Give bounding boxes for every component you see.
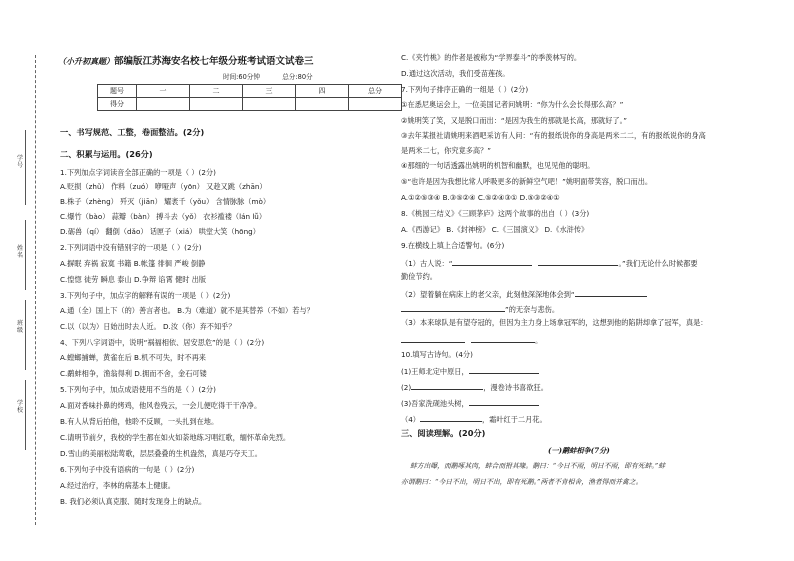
q2-options-ab: A.摒眠 弃祸 寂寞 书籍 B.帐篷 徘徊 严峻 倒静 — [60, 259, 206, 268]
q10-4-prefix: （4） — [401, 415, 420, 424]
question-7: 7.下列句子排序正确的一组是（ ）(2分) — [401, 85, 529, 94]
q6-option-d: D.通过这次活动，我们受苗莲孩。 — [401, 69, 510, 78]
q1-option-b: B.株子（zhèng） 歼灭（jiān） 耀袤千（yǒu） 含情脉脉（mò） — [60, 197, 271, 206]
score-input-cell[interactable] — [296, 98, 349, 111]
q3-options-cd: C.以（以为）日始出时去人近。 D.汝（你）弃不知乎？ — [60, 322, 236, 331]
q6-option-c: C.《夹竹桃》的作者是被称为“学界泰斗”的季羡林写的。 — [401, 53, 582, 62]
question-1: 1.下列加点字词读音全部正确的一项是（ ）(2分) — [60, 168, 216, 177]
score-header-cell: 题号 — [98, 85, 137, 98]
q1-option-c: C.爆竹（bào） 蒜瓣（bàn） 搏斗去（yǒ） 衣衫褴褛（lán lǚ） — [60, 212, 267, 221]
q9-2-blank-a[interactable] — [575, 288, 647, 297]
question-4: 4、下列八字词语中，说明“祸福相依、居安思危”的是（ ）(2分) — [60, 338, 265, 347]
score-header-cell: 总分 — [349, 85, 402, 98]
q5-option-d: D.雪山的美丽松陆莺歌，层层叠叠的生机盎然，真是巧夺天工。 — [60, 449, 262, 458]
q9-3-blank-b[interactable] — [471, 334, 535, 343]
section-2-heading: 二、积累与运用。(26分) — [60, 149, 153, 159]
margin-answer-line-2 — [25, 220, 26, 290]
q9-2-blank-b[interactable] — [401, 303, 505, 312]
section-3-heading: 三、阅读理解。(20分) — [401, 428, 486, 438]
q9-2-suffix: ”的无奈与悲伤。 — [505, 305, 560, 314]
q5-option-c: C.请明节前夕，我校的学生都在如火如荼地练习唱红歌，缅怀革命先烈。 — [60, 433, 291, 442]
q10-2-blank[interactable] — [411, 381, 483, 390]
q10-1-blank[interactable] — [469, 365, 539, 374]
question-5: 5.下列句子中，加点成语使用不当的是（ ）(2分) — [60, 385, 216, 394]
q10-1-text: (1)王师北定中原日， — [401, 367, 469, 376]
margin-label-class: 班级 — [17, 320, 24, 334]
q10-2-text: ，漫卷诗书喜欲狂。 — [483, 383, 548, 392]
q7-sentence-3: ③去年某报社请姚明来酒吧采访有人问：“有的报纸说你的身高是两米二二，有的报纸说你的身高 — [401, 131, 706, 140]
q9-1-prefix: （1）古人说：“ — [401, 259, 453, 268]
q9-1-continuation: 勤俭节约。 — [401, 272, 437, 281]
margin-label-student-id: 学号 — [17, 155, 24, 169]
q10-4-text: ，霜叶红于二月花。 — [481, 415, 547, 424]
question-10: 10.填写古诗句。(4分) — [401, 350, 473, 359]
score-label-cell: 得分 — [98, 98, 137, 111]
score-header-cell: 一 — [137, 85, 190, 98]
passage-line-2: 亦谓鹬曰：“今日不出，明日不出，即有死鹬。”两者不肯相舍，渔者得而并禽之。 — [401, 478, 643, 486]
q9-1-suffix: 。”我们无论什么时候都要 — [618, 259, 698, 268]
series-tag: （小升初真题） — [58, 56, 114, 66]
binding-line — [35, 55, 36, 525]
q3-options-ab: A.通（全）国上下（的）善言者也。 B.为（难道）就不是其替养（不如）若与？ — [60, 306, 314, 315]
total-score: 总分:80分 — [282, 73, 313, 81]
q7-sentence-5: ⑤“也许是因为我想比常人呼吸更多的新鲜空气吧！”姚明面带笑容，脱口而出。 — [401, 177, 653, 186]
q4-options-ab: A.螳螂捕蝉，黄雀在后 B.机不可失，时不再来 — [60, 353, 206, 362]
passage-title: (一)鹬蚌相争(7分) — [548, 446, 610, 455]
q10-3-blank[interactable] — [469, 397, 539, 406]
question-9: 9.在横线上填上合适警句。(6分) — [401, 241, 505, 250]
q10-3-text: (3)吾家洗砚池头树， — [401, 399, 469, 408]
q5-option-b: B.有人从背后拍他，他聆不反顾，一头扎到在地。 — [60, 417, 219, 426]
q9-1-blank-b[interactable] — [538, 257, 618, 266]
margin-label-name: 姓名 — [17, 245, 24, 259]
score-input-cell[interactable] — [190, 98, 243, 111]
passage-line-1: 蚌方出曝，而鹬啄其肉，蚌合而拊其喙。鹬曰：“今日不雨，明日不雨，即有死蚌。”蚌 — [410, 462, 666, 470]
q9-3-suffix: 。 — [535, 336, 543, 345]
page-title: 部编版江苏海安名校七年级分班考试语文试卷三 — [114, 56, 314, 67]
question-8: 8.《桃园三结义》《三顾茅庐》这两个故事的出自（ ）(3分) — [401, 209, 590, 218]
score-table — [97, 84, 402, 111]
q9-1-blank-a[interactable] — [452, 257, 532, 266]
score-header-cell: 四 — [296, 85, 349, 98]
margin-answer-line-3 — [25, 300, 26, 370]
q6-option-b: B. 我们必须认真克服、随时发现身上的缺点。 — [60, 497, 207, 506]
q7-sentence-2: ②姚明笑了笑，又是脱口而出：“是因为我生的那就是长高，那就好了。” — [401, 116, 627, 125]
score-input-cell[interactable] — [137, 98, 190, 111]
q9-2-prefix: （2）望着躺在病床上的老父亲，此刻他深深地体会到“ — [401, 290, 575, 299]
section-1-heading: 一、书写规范、工整，卷面整洁。(2分) — [60, 127, 205, 137]
time-limit: 时间:60分钟 — [223, 73, 260, 81]
q7-sentence-4: ④那细的一句话透露出姚明的机智和幽默，也见见他的聪明。 — [401, 161, 595, 170]
q1-option-d: D.砺兽（qí） 翻倒（dǎo） 话匣子（xiá） 哄堂大笑（hōng） — [60, 227, 260, 236]
q8-options: A.《西游记》 B.《封神榜》 C.《三国演义》 D.《水浒传》 — [401, 225, 589, 234]
q9-3-prefix: （3）本来球队是有望夺冠的，但因为主力身上场拿冠军的，这想到他的陷阱却拿了冠军，真是： — [401, 318, 708, 327]
q9-3-blank-a[interactable] — [401, 334, 465, 343]
question-2: 2.下列词语中没有错别字的一项是（ ）(2分) — [60, 243, 202, 252]
q5-option-a: A.面对香味扑鼻的烤鸡，他风卷残云，一会儿便吃得干干净净。 — [60, 401, 262, 410]
margin-answer-line-1 — [25, 130, 26, 205]
q6-option-a: A.经过治疗，李林的病基本上健康。 — [60, 481, 175, 490]
question-3: 3.下列句子中，加点字的解释有误的一项是（ ）(2分) — [60, 291, 231, 300]
score-header-cell: 三 — [243, 85, 296, 98]
margin-answer-line-4 — [25, 380, 26, 450]
q1-option-a: A.贬损（zhǔ） 作料（zuó） 咿哑声（yōn） 又趁又跳（zhān） — [60, 182, 267, 191]
q7-options: A.①②⑤③④ B.③⑤②④ C.⑤②④③① D.⑤③②④① — [401, 193, 560, 202]
score-input-cell[interactable] — [349, 98, 402, 111]
q4-options-cd: C.鹬蚌相争，渔翁得利 D.拥而不舍，金石可镂 — [60, 369, 207, 378]
q7-sentence-3-cont: 是两米二七，你究竟多高？” — [401, 146, 491, 155]
question-6: 6.下列句子中没有语病的一句是（ ）(2分) — [60, 465, 195, 474]
q7-sentence-1: ①在悉尼奥运会上，一位美国记者问姚明：“你为什么会长得那么高？” — [401, 100, 624, 109]
q2-options-cd: C.惶惚 徒劳 瞬息 泰山 D.争辩 谄霄 健时 出版 — [60, 275, 207, 284]
q10-4-blank[interactable] — [420, 413, 482, 422]
score-header-cell: 二 — [190, 85, 243, 98]
margin-label-school: 学校 — [17, 400, 24, 414]
q10-2-prefix: (2) — [401, 383, 412, 392]
score-input-cell[interactable] — [243, 98, 296, 111]
